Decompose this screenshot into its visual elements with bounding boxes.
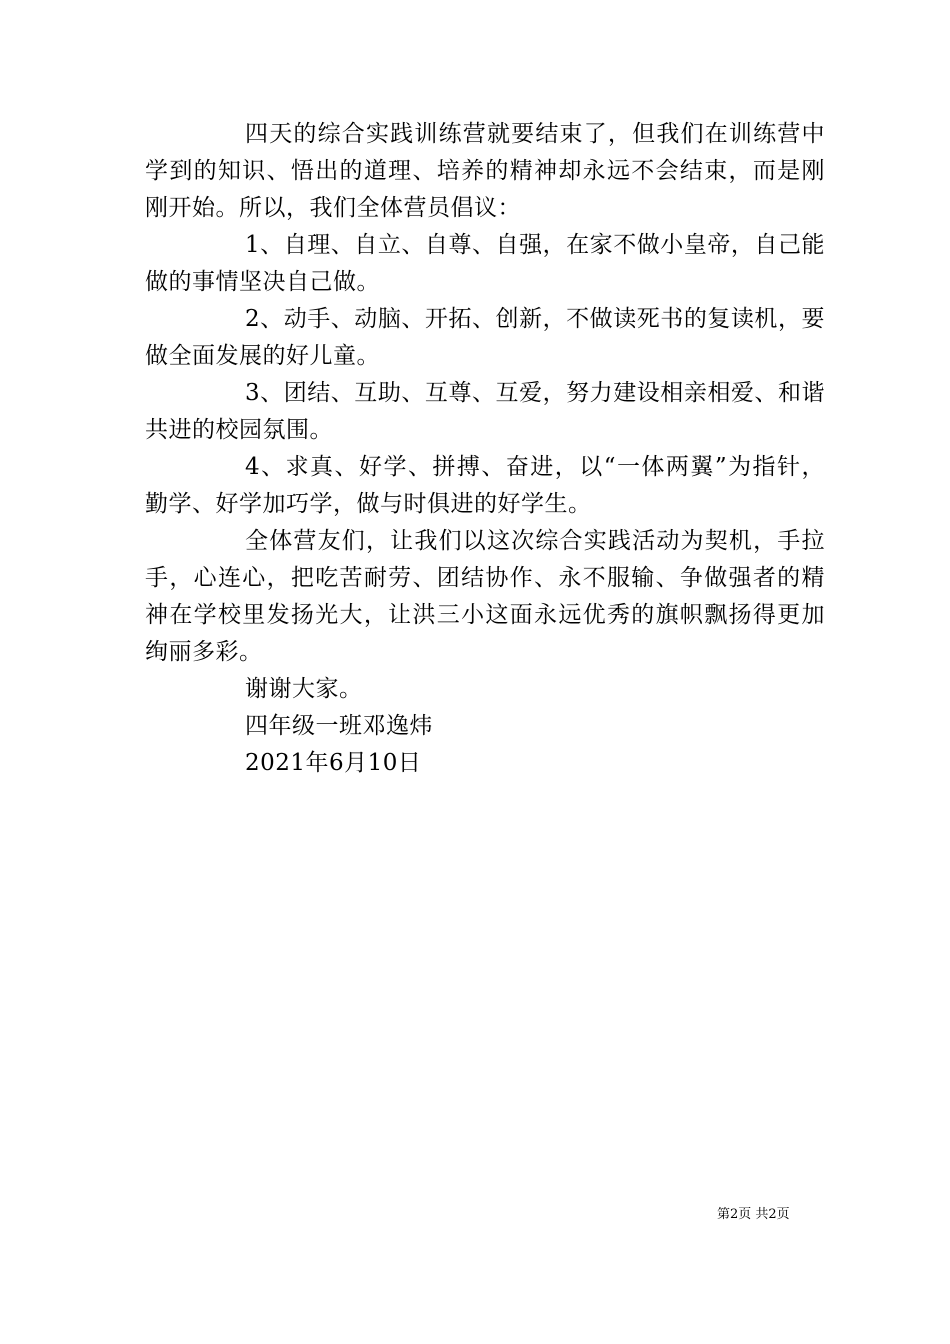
document-body bbox=[145, 116, 825, 782]
call-to-action-paragraph: 全体营友们，让我们以这次综合实践活动为契机，手拉手，心连心，把吃苦耐劳、团结协作、永不服输、争做强者的精神在学校里发扬光大，让洪三小这面永远优秀的旗帜飘扬得更加绚丽多彩。 bbox=[145, 528, 825, 665]
signature-line: 四年级一班邓逸炜 bbox=[245, 713, 433, 739]
proposal-item-3: 3、团结、互助、互尊、互爱，努力建设相亲相爱、和谐共进的校园氛围。 bbox=[145, 380, 825, 443]
page-number-footer: 第2页 共2页 bbox=[717, 1207, 790, 1222]
proposal-item-1: 1、自理、自立、自尊、自强，在家不做小皇帝，自己能做的事情坚决自己做。 bbox=[145, 232, 825, 295]
closing-line: 谢谢大家。 bbox=[245, 676, 363, 702]
date-line: 2021年6月10日 bbox=[245, 750, 422, 776]
proposal-item-4: 4、求真、好学、拼搏、奋进，以“一体两翼”为指针，勤学、好学加巧学，做与时俱进的好学生。 bbox=[145, 454, 825, 517]
proposal-item-2: 2、动手、动脑、开拓、创新，不做读死书的复读机，要做全面发展的好儿童。 bbox=[145, 306, 825, 369]
intro-paragraph: 四天的综合实践训练营就要结束了，但我们在训练营中学到的知识、悟出的道理、培养的精神却永远不会结束，而是刚刚开始。所以，我们全体营员倡议： bbox=[145, 121, 825, 221]
